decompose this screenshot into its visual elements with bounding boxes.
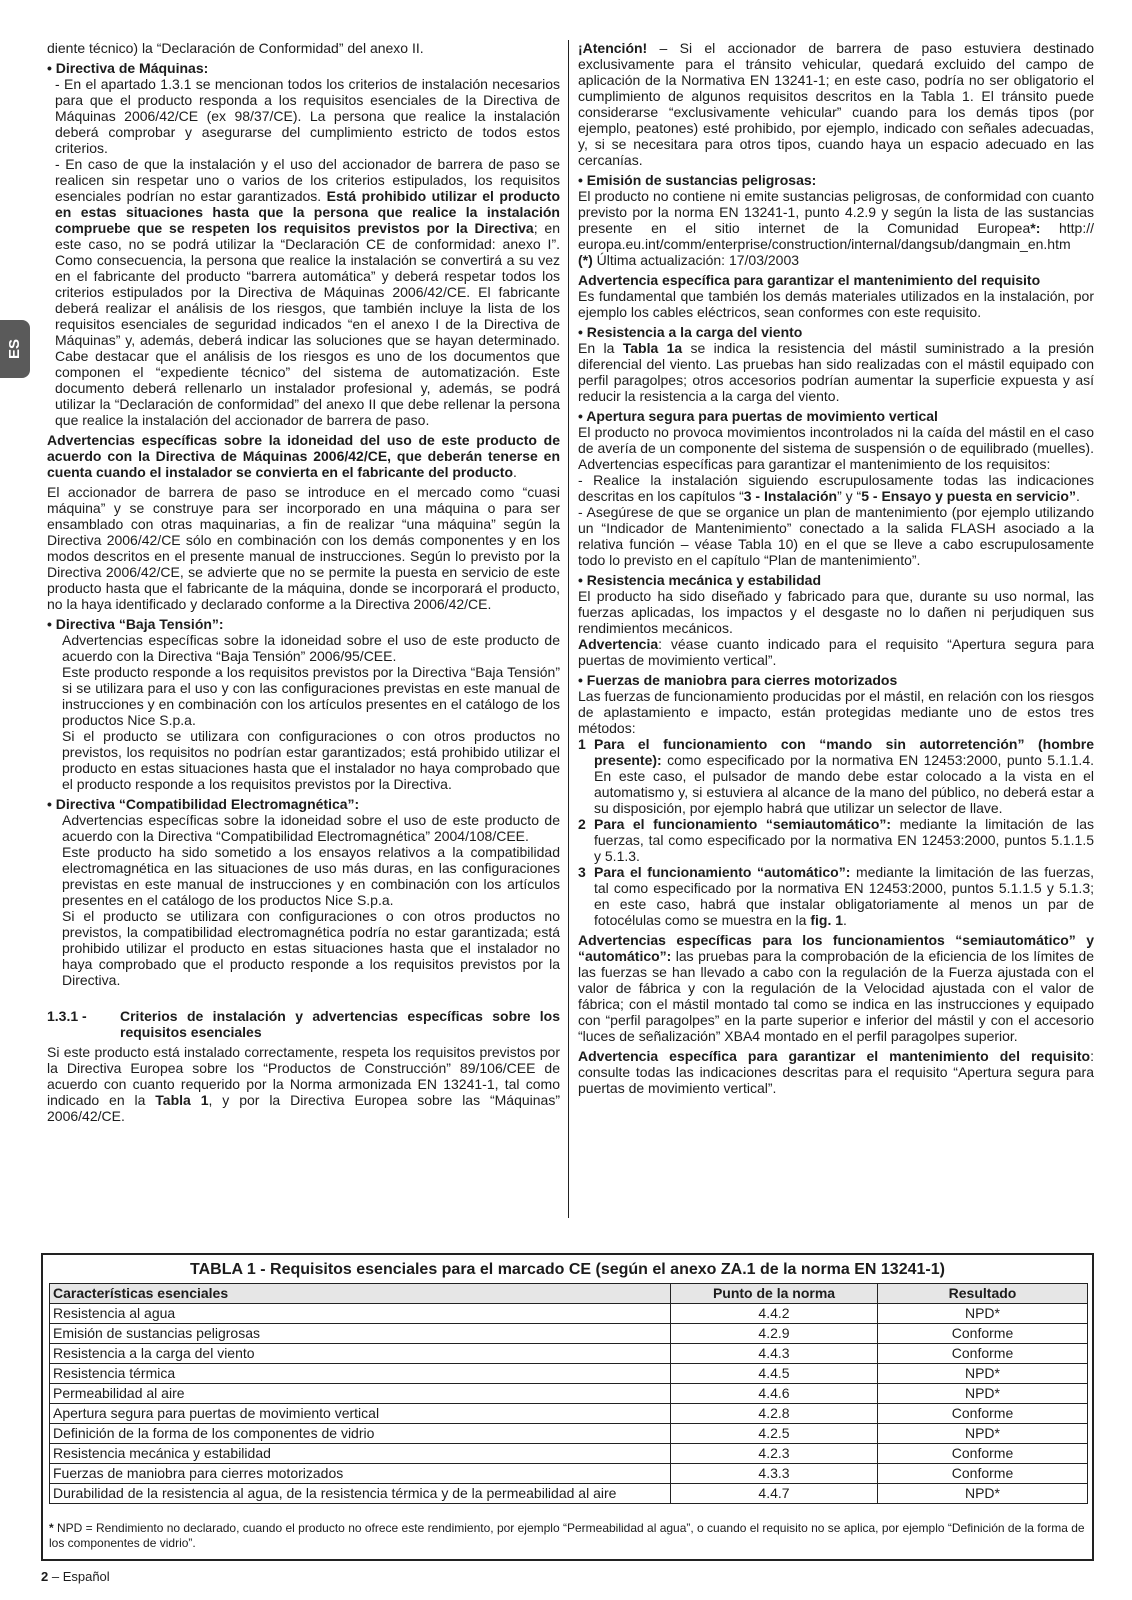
text-paragraph: - Asegúrese de que se organice un plan de mantenimiento (por ejemplo utilizando un “Indicador de Mantenimiento” conectado a la salida FLASH asociado a la relativa función – véase Tabla 10) en el que se lleve a cabo escrupulosamente todo lo previsto en el capítulo “Plan de mantenimiento”. (578, 504, 1094, 568)
text-paragraph: (*) Última actualización: 17/03/2003 (578, 252, 800, 268)
column-header: Características esenciales (50, 1284, 671, 1304)
section-heading: • Emisión de sustancias peligrosas: (578, 172, 817, 188)
list-item: 1 Para el funcionamiento con “mando sin autorretención” (hombre presente): como especificado por la normativa EN 12453:2000, punto 5.1.1.4. En este caso, el pulsador de mando debe estar colocado a la vista en el automatismo y, si estuviera al alcance de la mano del público, no deberá estar a su disposición, por ejemplo habrá que utilizar un selector de llave. (578, 736, 1094, 816)
column-header: Punto de la norma (671, 1284, 878, 1304)
table-row: Emisión de sustancias peligrosas 4.2.9 Conforme (50, 1324, 1088, 1344)
page-footer (41, 1569, 110, 1585)
text-paragraph: - En el apartado 1.3.1 se mencionan todos los criterios de instalación necesarios para que el producto responda a los requisitos esenciales de la Directiva de Máquinas 2006/42/CE (ex 98/37/CE). La persona que realice la instalación deberá comprobar y asegurarse del cumplimiento estricto de todos estos criterios. (55, 76, 560, 156)
warning-heading: Advertencias específicas sobre la idoneidad del uso de este producto de acuerdo con la Directiva de Máquinas 2006/42/CE, que deberán tenerse en cuenta cuando el instalador se convierta en el fabricante del producto. (47, 432, 560, 480)
maquinas-block (47, 76, 560, 428)
text-paragraph: Advertencias específicas para garantizar el mantenimiento de los requisitos: (578, 456, 1051, 472)
text-paragraph: Advertencias específicas para los funcionamientos “semiautomático” y “automático”: las pruebas para la comprobación de la eficiencia de los límites de las fuerzas se han llevado a cabo con la regulación de la Fuerza ajustada con el valor de fábrica y con la regulación de la Velocidad ajustada con el valor de fábrica; con el mástil montado tal como se indica en las instrucciones y equipado con “perfil paragolpes” en la parte superior e inferior del mástil y con el accesorio “luces de señalización” XBA4 montado en el perfil paragolpes superior. (578, 932, 1094, 1044)
text-paragraph: Es fundamental que también los demás materiales utilizados en la instalación, por ejemplo los cables eléctricos, sean conformes con este requisito. (578, 288, 1094, 320)
table-row: Durabilidad de la resistencia al agua, de la resistencia térmica y de la permeabilidad al aire 4.4.7 NPD* (50, 1484, 1088, 1504)
table-row: Resistencia a la carga del viento 4.4.3 Conforme (50, 1344, 1088, 1364)
language-side-tab: ES (0, 320, 30, 378)
section-heading: • Fuerzas de maniobra para cierres motorizados (578, 672, 898, 688)
text-paragraph: - En caso de que la instalación y el uso del accionador de barrera de paso se realicen sin respetar uno o varios de los criterios estipulados, los requisitos esenciales podrían no estar garantizados. Está prohibido utilizar el producto en estas situaciones hasta que la persona que realice la instalación compruebe que se respeten los requisitos previstos por la Directiva; en este caso, no se podrá utilizar la “Declaración CE de conformidad: anexo I”. Como consecuencia, la persona que realice la instalación se convertirá a su vez en el fabricante del producto “barrera automática” y deberá respetar todos los criterios estipulados por la Directiva de Máquinas 2006/42/CE. El fabricante deberá realizar el análisis de los riesgos, que también incluye la lista de los requisitos esenciales de seguridad indicados “en el anexo I de la Directiva de Máquinas” y, además, deberá indicar las soluciones que se hayan determinado. Cabe destacar que el análisis de los riesgos es uno de los documentos que componen el “expediente técnico” del sistema de automatización. Este documento deberá rellenarlo un instalador profesional y, además, se podrá utilizar la “Declaración de conformidad” del anexo II que debe rellenar la persona que realice la instalación del accionador de barrera de paso. (55, 156, 560, 428)
text-paragraph: El producto no provoca movimientos incontrolados ni la caída del mástil en el caso de avería de un componente del sistema de suspensión o de equilibrado (muelles). (578, 424, 1094, 456)
table-row: Resistencia térmica 4.4.5 NPD* (50, 1364, 1088, 1384)
baja-tension-block (47, 632, 560, 792)
text-paragraph: El producto no contiene ni emite sustancias peligrosas, de conformidad con cuanto previsto por la norma EN 13241-1, punto 4.2.9 y según la lista de las sustancias presente en el sitio internet de la Comunidad Europea*: http:// europa.eu.int/comm/enterprise/construction/internal/dangsub/dangmain_en.htm (578, 188, 1094, 252)
section-heading: • Directiva de Máquinas: (47, 60, 209, 76)
text-paragraph: Este producto responde a los requisitos previstos por la Directiva “Baja Tensión” si se utilizara para el uso y con las configuraciones previstas en este manual de instrucciones y en combinación con los artículos presentes en el catálogo de los productos Nice S.p.a. (62, 664, 560, 728)
table-footnote: * NPD = Rendimiento no declarado, cuando el producto no ofrece este rendimiento, por ejemplo “Permeabilidad al agua”, o cuando el requisito no se aplica, por ejemplo “Definición de la forma de los componentes de vidrio”. (49, 1521, 1085, 1550)
requirements-table (49, 1283, 1088, 1504)
table-row: Resistencia al agua 4.4.2 NPD* (50, 1304, 1088, 1324)
section-heading: • Directiva “Compatibilidad Electromagnética”: (47, 796, 360, 812)
section-heading: • Apertura segura para puertas de movimiento vertical (578, 408, 938, 424)
text-paragraph: Las fuerzas de funcionamiento producidas por el mástil, en relación con los riesgos de aplastamiento e impacto, están protegidas mediante uno de estos tres métodos: (578, 688, 1094, 736)
text-paragraph: Advertencias específicas sobre la idoneidad sobre el uso de este producto de acuerdo con la Directiva “Baja Tensión” 2006/95/CEE. (62, 632, 560, 664)
attention-paragraph: ¡Atención! – Si el accionador de barrera de paso estuviera destinado exclusivamente para el tránsito vehicular, quedará excluido del campo de aplicación de la Normativa EN 13241-1; en este caso, podría no ser obligatorio el cumplimiento de algunos requisitos descritos en la Tabla 1. El tránsito puede considerarse “exclusivamente vehicular” cuando para los demás tipos (por ejemplo, peatones) esté prohibido, por ejemplo, indicado con señales adecuadas, y, si se necesitara para otros tipos, cuando haya un espacio adecuado en las cercanías. (578, 40, 1094, 168)
table-title: TABLA 1 - Requisitos esenciales para el marcado CE (según el anexo ZA.1 de la norma EN 13241-1) (190, 1261, 945, 1278)
table-row: Fuerzas de maniobra para cierres motorizados 4.3.3 Conforme (50, 1464, 1088, 1484)
list-item: 2 Para el funcionamiento “semiautomático”: mediante la limitación de las fuerzas, tal como especificado por la normativa EN 12453:2000, puntos 5.1.1.5 y 5.1.3. (578, 816, 1094, 864)
text-paragraph: Este producto ha sido sometido a los ensayos relativos a la compatibilidad electromagnética en las situaciones de uso más duras, en las configuraciones previstas en este manual de instrucciones y en combinación con los artículos presentes en el catálogo de los productos Nice S.p.a. (62, 844, 560, 908)
compat-block (47, 812, 560, 988)
section-heading: • Directiva “Baja Tensión”: (47, 616, 224, 632)
text-paragraph: Si el producto se utilizara con configuraciones o con otros productos no previstos, la compatibilidad electromagnética podría no estar garantizada; está prohibido utilizar el producto en estas situaciones hasta que el instalador no haya comprobado que el producto responde a los requisitos previstos por la Directiva. (62, 908, 560, 988)
table-header-row (50, 1284, 1088, 1304)
section-heading: Advertencia específica para garantizar el mantenimiento del requisito (578, 272, 1041, 288)
left-column (47, 40, 560, 1124)
table-row: Resistencia mecánica y estabilidad 4.2.3 Conforme (50, 1444, 1088, 1464)
footer-language: – Español (48, 1569, 110, 1584)
table-row: Permeabilidad al aire 4.4.6 NPD* (50, 1384, 1088, 1404)
requirements-table-box (41, 1253, 1094, 1561)
text-paragraph: Si este producto está instalado correctamente, respeta los requisitos previstos por la Directiva Europea sobre los “Productos de Construcción” 89/106/CEE de acuerdo con cuanto requerido por la Norma armonizada EN 13241-1, tal como indicado en la Tabla 1, y por la Directiva Europea sobre las “Máquinas” 2006/42/CE. (47, 1044, 561, 1124)
list-item: 3 Para el funcionamiento “automático”: mediante la limitación de las fuerzas, tal como especificado por la normativa EN 12453:2000, puntos 5.1.1.5 y 5.1.3; en este caso, habrá que instalar obligatoriamente al menos un par de fotocélulas como se muestra en la fig. 1. (578, 864, 1094, 928)
text-paragraph: diente técnico) la “Declaración de Conformidad” del anexo II. (47, 40, 424, 56)
page-number: 2 (41, 1569, 49, 1584)
text-paragraph: En la Tabla 1a se indica la resistencia del mástil suministrado a la presión diferencial del viento. Las pruebas han sido realizadas con el mástil equipado con perfil paragolpes; otros accesorios podrían aumentar la superficie expuesta y así reducir la resistencia a la carga del viento. (578, 340, 1094, 404)
subsection-heading: 1.3.1 - Criterios de instalación y advertencias específicas sobre los requisitos esenciales (47, 1008, 560, 1040)
text-paragraph: Advertencia específica para garantizar el mantenimiento del requisito: consulte todas las indicaciones descritas para el requisito “Apertura segura para puertas de movimiento vertical”. (578, 1048, 1094, 1096)
text-paragraph: Si el producto se utilizara con configuraciones o con otros productos no previstos, los requisitos no podrían estar garantizados; está prohibido utilizar el producto en estas situaciones hasta que el instalador no haya comprobado que el producto responde a los requisitos previstos por la Directiva. (62, 728, 560, 792)
text-paragraph: Advertencias específicas sobre la idoneidad sobre el uso de este producto de acuerdo con la Directiva “Compatibilidad Electromagnética” 2004/108/CEE. (62, 812, 560, 844)
column-divider (568, 40, 569, 1218)
table-row: Apertura segura para puertas de movimiento vertical 4.2.8 Conforme (50, 1404, 1088, 1424)
text-paragraph: Advertencia: véase cuanto indicado para el requisito “Apertura segura para puertas de movimiento vertical”. (578, 636, 1094, 668)
text-paragraph: El producto ha sido diseñado y fabricado para que, durante su uso normal, las fuerzas aplicadas, los impactos y el desgaste no lo dañen ni perjudiquen sus rendimientos mecánicos. (578, 588, 1094, 636)
column-header: Resultado (878, 1284, 1088, 1304)
right-column (578, 40, 1094, 1096)
section-heading: • Resistencia a la carga del viento (578, 324, 803, 340)
text-paragraph: - Realice la instalación siguiendo escrupulosamente todas las indicaciones descritas en los capítulos “3 - Instalación” y “5 - Ensayo y puesta en servicio”. (578, 472, 1094, 504)
section-heading: • Resistencia mecánica y estabilidad (578, 572, 822, 588)
table-row: Definición de la forma de los componentes de vidrio 4.2.5 NPD* (50, 1424, 1088, 1444)
text-paragraph: El accionador de barrera de paso se introduce en el mercado como “cuasi máquina” y se construye para ser incorporado en una máquina o para ser ensamblado con otras maquinarias, a fin de realizar “una máquina” según la Directiva 2006/42/CE sólo en combinación con los demás componentes y en los modos descritos en el presente manual de instrucciones. Según lo previsto por la Directiva 2006/42/CE, se advierte que no se permite la puesta en servicio de este producto hasta que el fabricante de la máquina, donde se incorporará el producto, no la haya identificado y declarado conforme a la Directiva 2006/42/CE. (47, 484, 560, 612)
